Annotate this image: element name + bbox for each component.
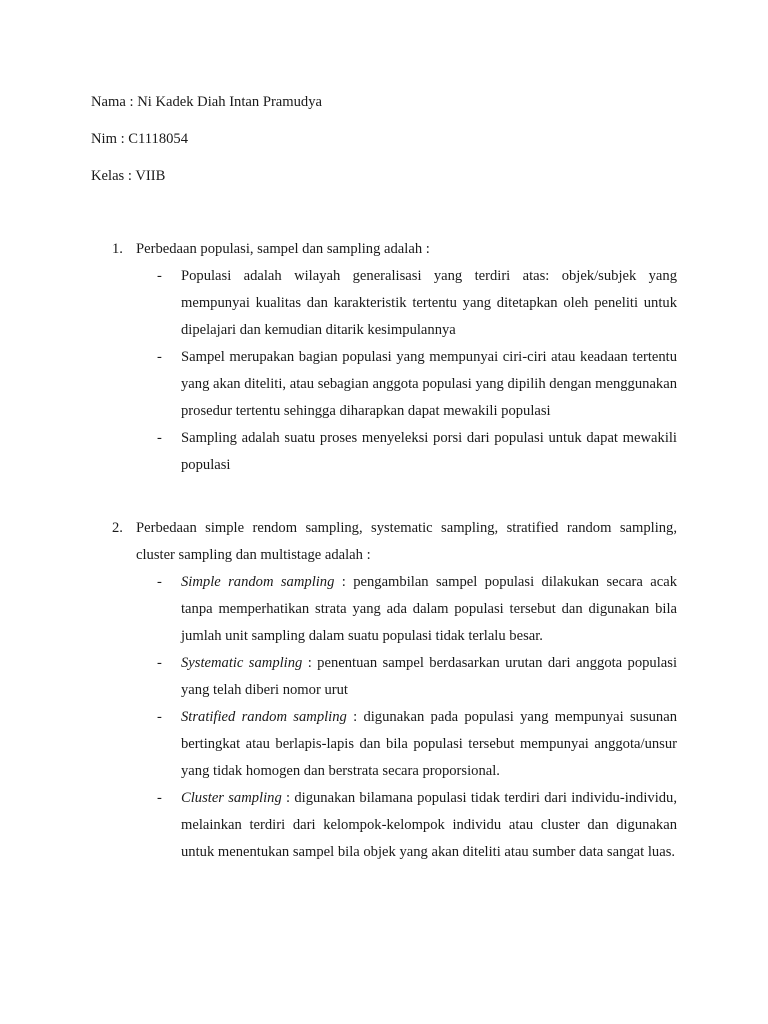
term-description: : digunakan pada populasi yang mempunyai susunan bertingkat atau berlapis-lapis dan bila populasi tersebut mempunyai anggota/unsur yang tidak homogen dan berstrata secara proporsional.: [181, 709, 677, 780]
student-class: Kelas : VIIB: [91, 168, 166, 184]
term-description: : pengambilan sampel populasi dilakukan secara acak tanpa memperhatikan strata yang ada dalam populasi tersebut dan digunakan bila jumlah unit sampling dalam suatu populasi tidak terlalu besar.: [181, 574, 677, 645]
bullet-dash: -: [157, 349, 162, 365]
term-label: Simple random sampling: [181, 574, 335, 590]
definition-systematic-sampling: [181, 650, 677, 704]
definition-populasi: Populasi adalah wilayah generalisasi yang terdiri atas: objek/subjek yang mempunyai kualitas dan karakteristik tertentu yang ditetapkan oleh peneliti untuk dipelajari dan kemudian ditarik kesimpulannya: [181, 268, 677, 339]
bullet-dash: -: [157, 574, 162, 590]
bullet-dash: -: [157, 709, 162, 725]
term-label: Stratified random sampling: [181, 709, 347, 725]
definition-sampel: Sampel merupakan bagian populasi yang mempunyai ciri-ciri atau keadaan tertentu yang akan diteliti, atau sebagian anggota populasi yang dipilih dengan menggunakan prosedur tertentu sehingga diharapkan dapat mewakili populasi: [181, 349, 677, 420]
student-nim: Nim : C1118054: [91, 131, 189, 147]
definition-simple-random-sampling: [181, 569, 677, 651]
question-1-title: Perbedaan populasi, sampel dan sampling adalah :: [136, 241, 430, 257]
question-2-number: 2.: [112, 520, 123, 536]
term-description: : digunakan bilamana populasi tidak terdiri dari individu-individu, melainkan terdiri dari kelompok-kelompok individu atau cluster dan digunakan untuk menentukan sampel bila objek yang akan diteliti atau sumber data sangat luas.: [181, 790, 678, 861]
definition-cluster-sampling: [181, 785, 677, 867]
bullet-dash: -: [157, 268, 162, 284]
bullet-dash: -: [157, 790, 162, 806]
definition-sampling: Sampling adalah suatu proses menyeleksi porsi dari populasi untuk dapat mewakili populasi: [181, 430, 677, 474]
term-label: Systematic sampling: [181, 655, 303, 671]
question-1-number: 1.: [112, 241, 123, 257]
term-description: : penentuan sampel berdasarkan urutan dari anggota populasi yang telah diberi nomor urut: [181, 655, 677, 699]
term-label: Cluster sampling: [181, 790, 282, 806]
definition-stratified-random-sampling: [181, 704, 677, 786]
question-2-title: Perbedaan simple rendom sampling, systematic sampling, stratified random sampling, cluster sampling dan multistage adalah :: [136, 520, 677, 564]
bullet-dash: -: [157, 430, 162, 446]
bullet-dash: -: [157, 655, 162, 671]
student-name: Nama : Ni Kadek Diah Intan Pramudya: [91, 94, 322, 110]
